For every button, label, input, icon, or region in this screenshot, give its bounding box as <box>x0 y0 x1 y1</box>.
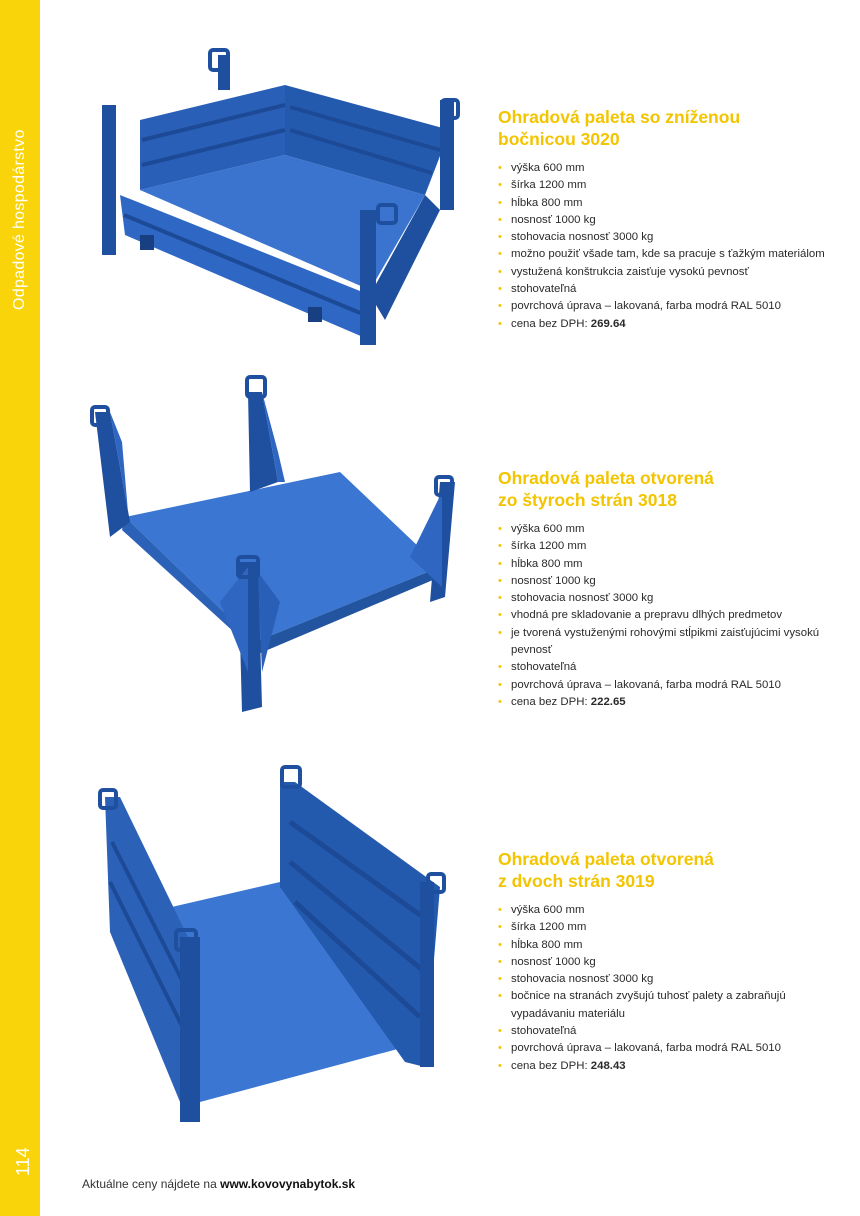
footer-text: Aktuálne ceny nájdete na <box>82 1177 217 1191</box>
product-image-3018 <box>80 372 470 722</box>
spec-item: • vystužená konštrukcia zaisťuje vysokú pevnosť <box>498 264 838 281</box>
footer <box>82 1177 355 1191</box>
product-image-3019 <box>80 762 470 1127</box>
post-pallet-open-four-sides-icon <box>80 372 470 722</box>
product-image-3020 <box>80 45 470 350</box>
pallet-open-two-sides-icon <box>80 762 470 1127</box>
spec-item: • stohovacia nosnosť 3000 kg <box>498 590 838 607</box>
spec-item: • povrchová úprava – lakovaná, farba modrá RAL 5010 <box>498 677 838 694</box>
product-title-line1: Ohradová paleta otvorená <box>498 849 714 869</box>
price-label: cena bez DPH: <box>511 317 588 330</box>
price-value: 222.65 <box>590 695 626 708</box>
spec-item: • hĺbka 800 mm <box>498 556 838 573</box>
product-title-line2: zo štyroch strán 3018 <box>498 490 677 510</box>
product-info-3018 <box>498 467 838 711</box>
spec-item: • stohovateľná <box>498 659 838 676</box>
product-title-line1: Ohradová paleta so zníženou <box>498 107 741 127</box>
spec-item: • nosnosť 1000 kg <box>498 212 838 229</box>
spec-item: • je tvorená vystuženými rohovými stĺpikmi zaisťujúcimi vysokú pevnosť <box>498 625 838 660</box>
product-title <box>498 106 838 150</box>
spec-item: • šírka 1200 mm <box>498 538 838 555</box>
section-title: Odpadové hospodárstvo <box>11 129 28 310</box>
price-item <box>498 1058 838 1075</box>
spec-item: • výška 600 mm <box>498 902 838 919</box>
spec-item: • výška 600 mm <box>498 160 838 177</box>
spec-item: • povrchová úprava – lakovaná, farba modrá RAL 5010 <box>498 298 838 315</box>
price-item <box>498 316 838 333</box>
product-info-3019 <box>498 848 838 1075</box>
spec-item: • hĺbka 800 mm <box>498 937 838 954</box>
spec-item: • vhodná pre skladovanie a prepravu dlhých predmetov <box>498 607 838 624</box>
page-number: 114 <box>13 1147 33 1176</box>
spec-item: • stohovacia nosnosť 3000 kg <box>498 971 838 988</box>
price-value: 248.43 <box>590 1059 626 1072</box>
spec-list <box>498 521 838 711</box>
product-title <box>498 848 838 892</box>
product-title-line1: Ohradová paleta otvorená <box>498 468 714 488</box>
spec-item: • stohovacia nosnosť 3000 kg <box>498 229 838 246</box>
box-pallet-low-side-icon <box>80 45 470 350</box>
price-label: cena bez DPH: <box>511 1059 588 1072</box>
product-title-line2: bočnicou 3020 <box>498 129 620 149</box>
spec-item: • povrchová úprava – lakovaná, farba modrá RAL 5010 <box>498 1040 838 1057</box>
spec-list <box>498 902 838 1075</box>
price-label: cena bez DPH: <box>511 695 588 708</box>
spec-item: • výška 600 mm <box>498 521 838 538</box>
product-info-3020 <box>498 106 838 333</box>
spec-item: • nosnosť 1000 kg <box>498 573 838 590</box>
spec-list <box>498 160 838 333</box>
price-item <box>498 694 838 711</box>
product-title <box>498 467 838 511</box>
spec-item: • možno použiť všade tam, kde sa pracuje s ťažkým materiálom <box>498 246 838 263</box>
spec-item: • hĺbka 800 mm <box>498 195 838 212</box>
spec-item: • bočnice na stranách zvyšujú tuhosť palety a zabraňujú vypadávaniu materiálu <box>498 988 838 1023</box>
product-title-line2: z dvoch strán 3019 <box>498 871 655 891</box>
spec-item: • šírka 1200 mm <box>498 919 838 936</box>
spec-item: • stohovateľná <box>498 281 838 298</box>
spec-item: • šírka 1200 mm <box>498 177 838 194</box>
spec-item: • nosnosť 1000 kg <box>498 954 838 971</box>
spec-item: • stohovateľná <box>498 1023 838 1040</box>
footer-website-link[interactable]: www.kovovynabytok.sk <box>220 1177 356 1191</box>
price-value: 269.64 <box>590 317 626 330</box>
